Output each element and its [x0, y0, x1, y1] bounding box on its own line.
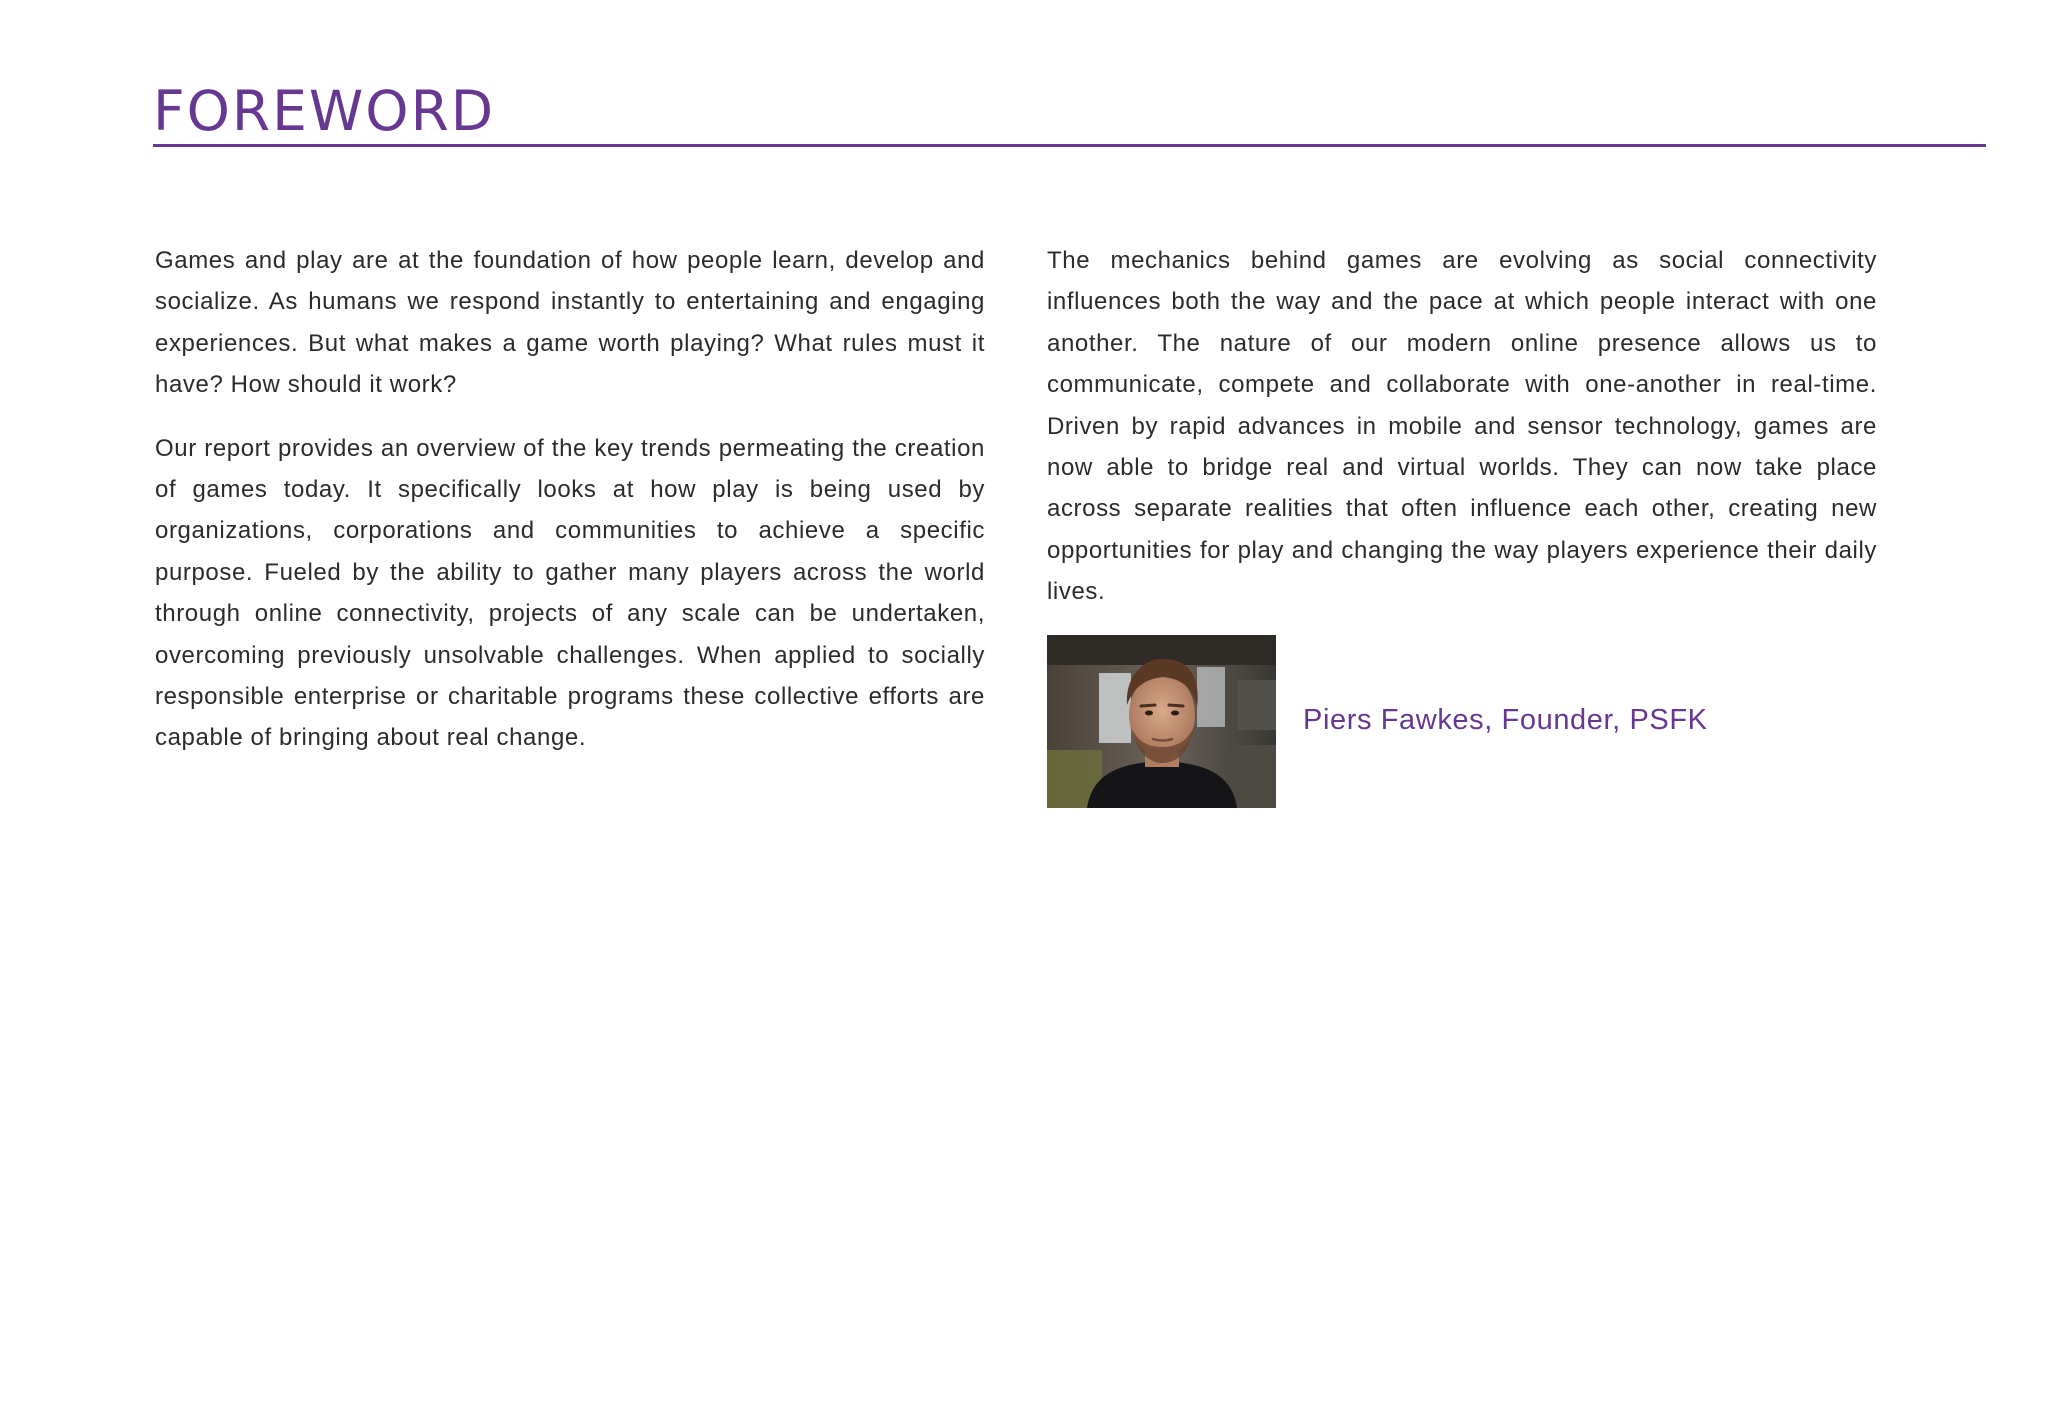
- author-portrait: [1047, 635, 1276, 808]
- right-paragraph-1: The mechanics behind games are evolving as social connectivity influences both the way and the pace at which people interact with one another. The nature of our modern online presence allows us to communicate, compete and collaborate with one-another in real-time. Driven by rapid advances in mobile and sensor technology, games are now able to bridge real and virtual worlds. They can now take place across separate realities that often influence each other, creating new opportunities for play and changing the way players experience their daily lives.: [1047, 247, 1877, 606]
- left-column: [155, 240, 985, 781]
- left-paragraph-2: Our report provides an overview of the key trends permeating the creation of games today. It specifically looks at how play is being used by organizations, corporations and communities to achieve a specific purpose. Fueled by the ability to gather many players across the world through online connectivity, projects of any scale can be undertaken, overcoming previously unsolvable challenges. When applied to socially responsible enterprise or charitable programs these collective efforts are capable of bringing about real change.: [155, 434, 985, 752]
- page-title: FOREWORD: [153, 79, 496, 143]
- author-block: [1047, 635, 1877, 808]
- title-divider: [153, 144, 1986, 147]
- author-name: Piers Fawkes, Founder, PSFK: [1303, 703, 1708, 736]
- left-paragraph-1: Games and play are at the foundation of how people learn, develop and socialize. As humans we respond instantly to entertaining and engaging experiences. But what makes a game worth playing? What rules must it have? How should it work?: [155, 247, 985, 399]
- right-column: [1047, 240, 1877, 808]
